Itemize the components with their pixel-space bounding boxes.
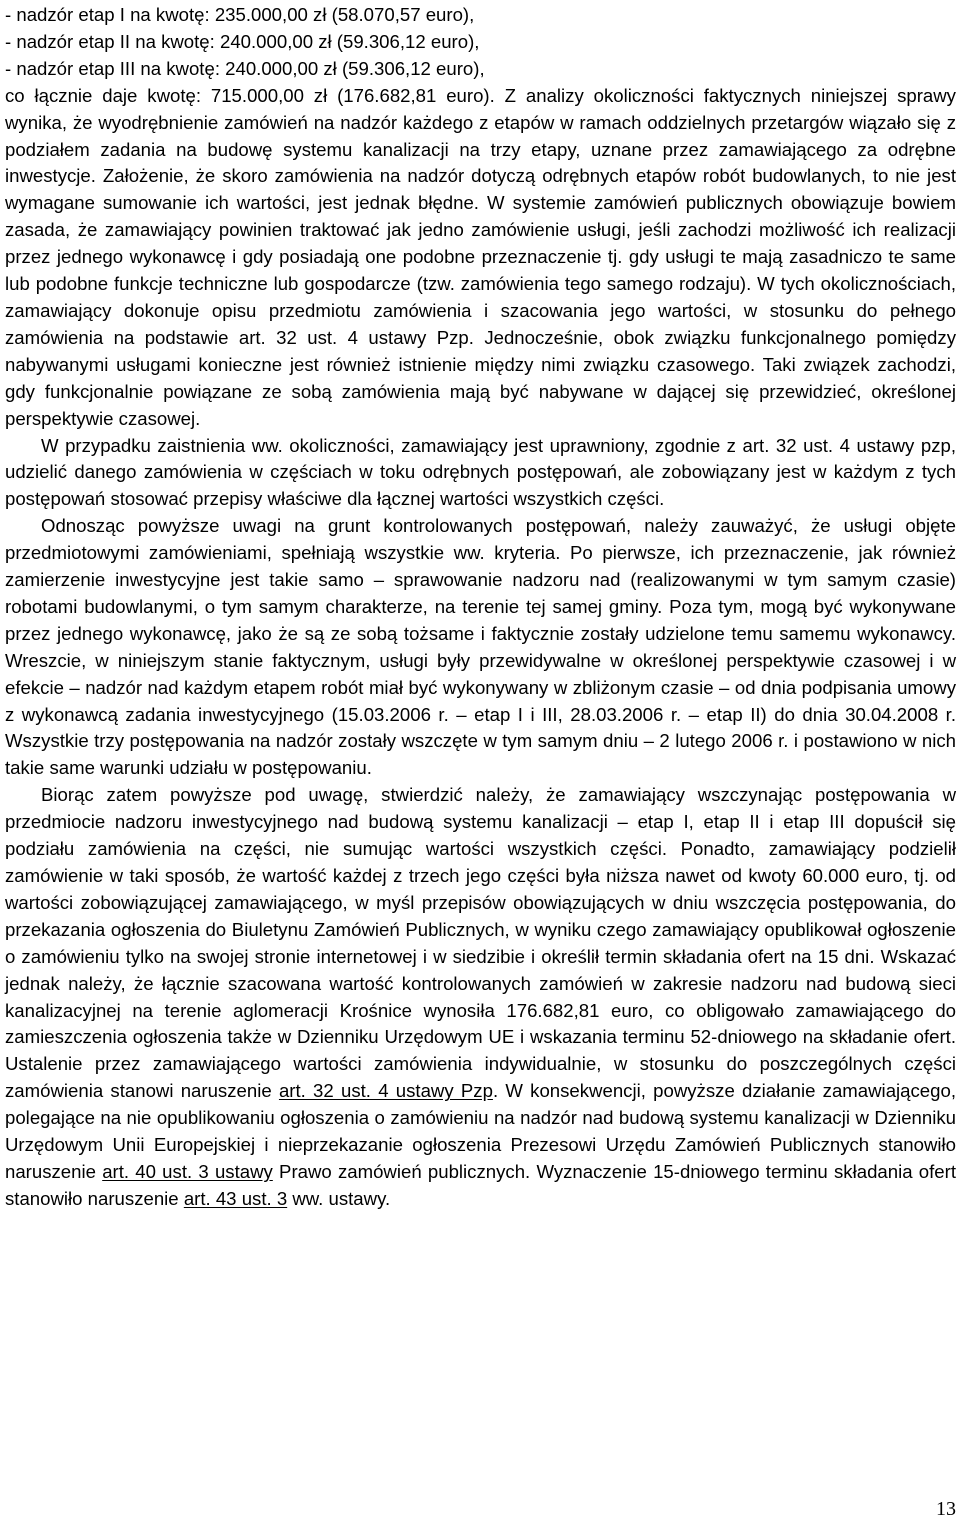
document-page bbox=[5, 2, 956, 1213]
paragraph-analysis: Z analizy okoliczności faktycznych niniejszej sprawy wynika, że wyodrębnienie zamówień na nadzór każdego z etapów w ramach oddzielnych przetargów wiązało się z podziałem zadania na budowę systemu kanalizacji na trzy etapy, uznane przez zamawiającego za odrębne inwestycje. Założenie, że skoro zamówienia na nadzór dotyczą odrębnych etapów robót budowlanych, to nie jest wymagane sumowanie ich wartości, jest jednak błędne. W systemie zamówień publicznych obowiązuje bowiem zasada, że zamawiający powinien traktować jak jedno zamówienie usługi, jeśli zachodzi możliwość ich realizacji przez jednego wykonawcę i gdy posiadają one podobne przeznaczenie tj. gdy usługi te mają zasadniczo te same lub podobne funkcje techniczne lub gospodarcze (tzw. zamówienia tego samego rodzaju). W tych okolicznościach, zamawiający dokonuje opisu przedmiotu zamówienia i szacowania jego wartości, w stosunku do pełnego zamówienia na podstawie art. 32 ust. 4 ustawy Pzp. Jednocześnie, obok związku funkcjonalnego pomiędzy nabywanymi usługami konieczne jest również istnienie między nimi związku czasowego. Taki związek zachodzi, gdy funkcjonalnie powiązane ze sobą zamówienia mają być nabywane w dającej się przewidzieć, określonej perspektywie czasowej. bbox=[5, 84, 956, 429]
conclusion-text-c: Prawo zamówień publicznych. Wyznaczenie 15-dniowego terminu składania ofert stanowiło naruszenie bbox=[5, 1160, 956, 1209]
page-number: 13 bbox=[936, 1498, 956, 1520]
paragraph-exception: W przypadku zaistnienia ww. okoliczności, zamawiający jest uprawniony, zgodnie z art. 32 ust. 4 ustawy pzp, udzielić danego zamówienia w częściach w toku odrębnych postępowań, ale zobowiązany jest w każdym z tych postępowań stosować przepisy właściwe dla łącznej wartości wszystkich części. bbox=[5, 434, 956, 510]
conclusion-text-a: Biorąc zatem powyższe pod uwagę, stwierdzić należy, że zamawiający wszczynając postępowania w przedmiocie nadzoru inwestycyjnego nad budową systemu kanalizacji – etap I, etap II i etap III dopuścił się podziału zamówienia na części, nie sumując wartości wszystkich części. Ponadto, zamawiający podzielił zamówienie w taki sposób, że wartość każdej z trzech jego części była niższa nawet od kwoty 60.000 euro, tj. od wartości zobowiązującej zamawiającego, w myśl przepisów obowiązujących w dniu wszczęcia postępowania, do przekazania ogłoszenia do Biuletynu Zamówień Publicznych, w wyniku czego zamawiający opublikował ogłoszenie o zamówieniu tylko na swojej stronie internetowej i w siedzibie i określił termin składania ofert na 15 dni. Wskazać jednak należy, że łącznie szacowana wartość kontrolowanych zamówień w zakresie nadzoru nad budową sieci kanalizacyjnej na terenie aglomeracji Krośnice wynosiła 176.682,81 euro, co obligowało zamawiającego do zamieszczenia ogłoszenia także w Dzienniku Urzędowym UE i wskazania terminu 52-dniowego na składanie ofert. Ustalenie przez zamawiającego wartości zamówienia indywidualnie, w stosunku do poszczególnych części zamówienia stanowi naruszenie bbox=[5, 784, 956, 1102]
paragraph-total-and-analysis bbox=[5, 83, 956, 433]
paragraph-application: Odnosząc powyższe uwagi na grunt kontrolowanych postępowań, należy zauważyć, że usługi objęte przedmiotowymi zamówieniami, spełniają wszystkie ww. kryteria. Po pierwsze, ich przeznaczenie, jak również zamierzenie inwestycyjne jest takie samo – sprawowanie nadzoru nad (realizowanymi w tym samym czasie) robotami budowlanymi, o tym samym charakterze, na terenie tej samej gminy. Poza tym, mogą być wykonywane przez jednego wykonawcę, jako że są ze sobą tożsame i faktycznie zostały udzielone temu samemu wykonawcy. Wreszcie, w niniejszym stanie faktycznym, usługi były przewidywalne w określonej perspektywie czasowej i w efekcie – nadzór nad każdym etapem robót miał być wykonywany w zbliżonym czasie – od dnia podpisania umowy z wykonawcą zadania inwestycyjnego (15.03.2006 r. – etap I i III, 28.03.2006 r. – etap II) do dnia 30.04.2008 r. Wszystkie trzy postępowania na nadzór zostały wszczęte w tym samym dniu – 2 lutego 2006 r. i postawiono w nich takie same warunki udziału w postępowaniu. bbox=[5, 515, 956, 779]
list-item-etap-2: - nadzór etap II na kwotę: 240.000,00 zł (59.306,12 euro), bbox=[5, 30, 480, 52]
paragraph-conclusion bbox=[5, 782, 956, 1213]
legal-reference-link[interactable]: art. 43 ust. 3 bbox=[183, 1187, 288, 1209]
legal-reference-link[interactable]: art. 32 ust. 4 ustawy Pzp bbox=[278, 1080, 493, 1102]
list-item-etap-3: - nadzór etap III na kwotę: 240.000,00 zł (59.306,12 euro), bbox=[5, 57, 485, 79]
conclusion-text-d: ww. ustawy. bbox=[287, 1187, 391, 1209]
legal-reference-link[interactable]: art. 40 ust. 3 ustawy bbox=[102, 1160, 273, 1182]
conclusion-text-b: . W konsekwencji, powyższe działanie zamawiającego, polegające na nie opublikowaniu ogłoszenia o zamówieniu na nadzór nad budową systemu kanalizacji w Dzienniku Urzędowym Unii Europejskiej i nieprzekazanie ogłoszenia Prezesowi Urzędu Zamówień Publicznych stanowiło naruszenie bbox=[5, 1080, 956, 1182]
total-amount-line: co łącznie daje kwotę: 715.000,00 zł (176.682,81 euro). bbox=[5, 84, 505, 106]
list-item-etap-1: - nadzór etap I na kwotę: 235.000,00 zł (58.070,57 euro), bbox=[5, 4, 475, 25]
